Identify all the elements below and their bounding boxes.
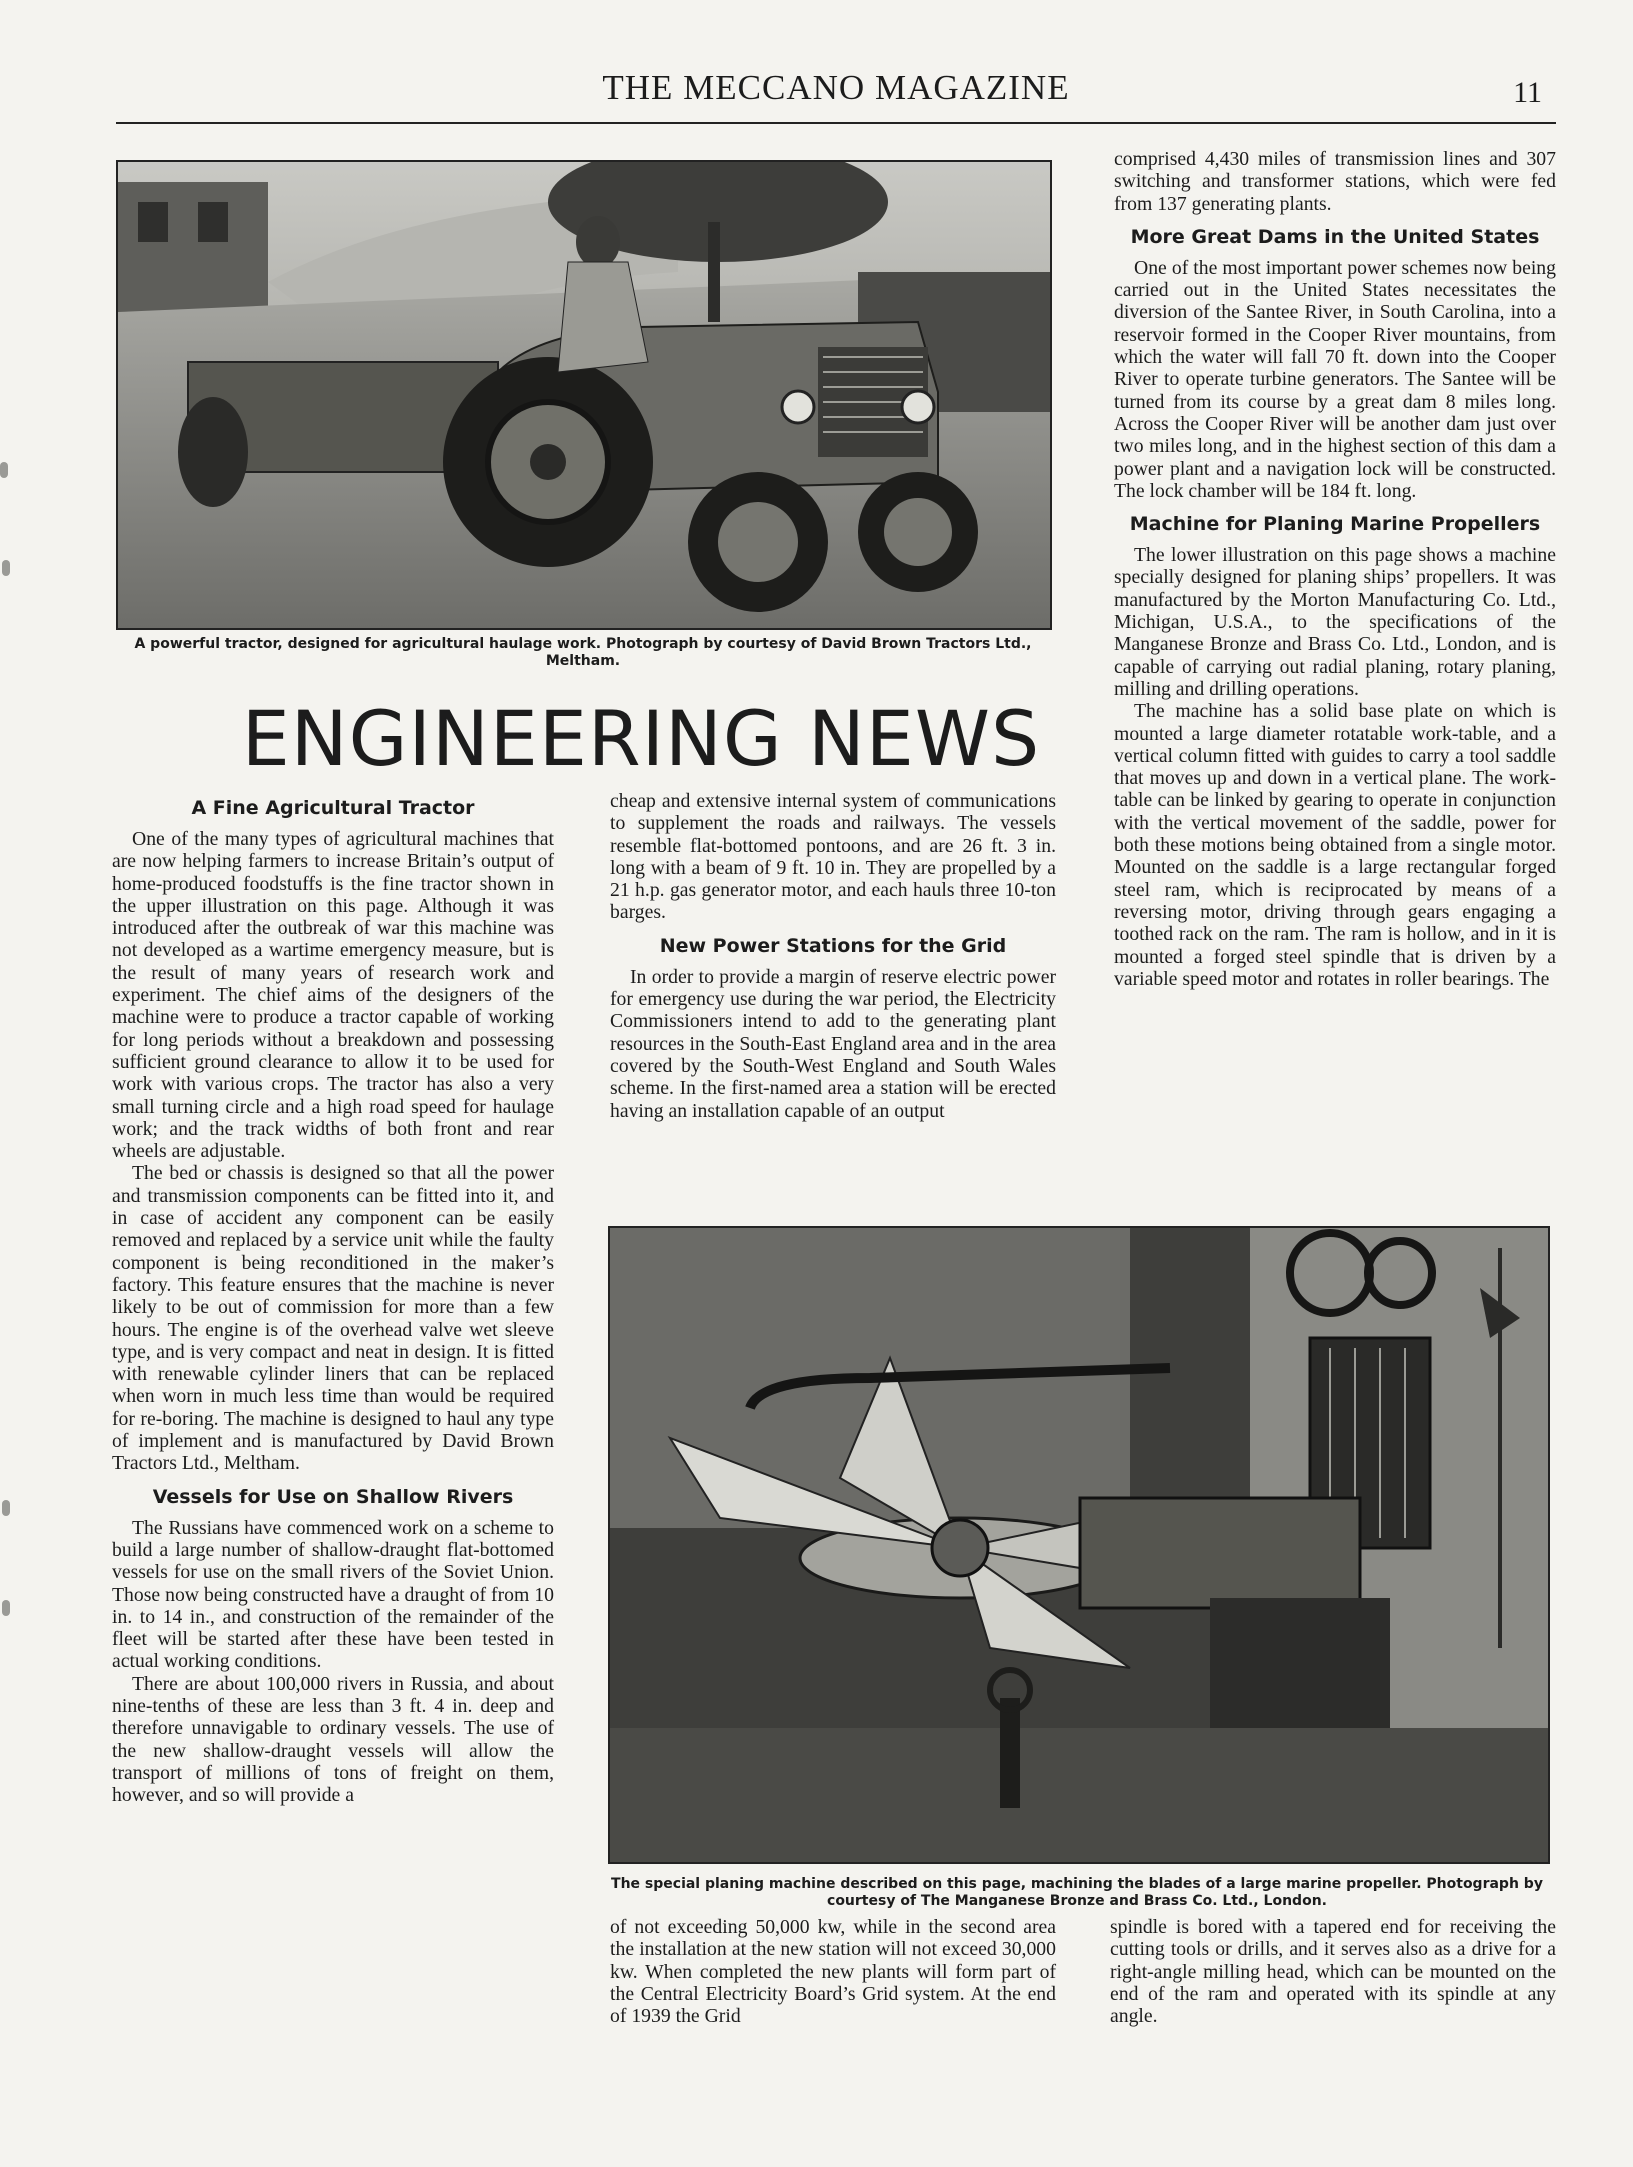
column-left: [112, 796, 554, 1806]
paragraph: The lower illustration on this page shows a machine specially designed for planing ships’ propellers. It was manufactured by the Morton Manufacturing Co. Ltd., Michigan, U.S.A., to the specifications of the Manganese Bronze and Brass Co. Ltd., London, and is capable of carrying out radial planing, rotary planing, milling and drilling operations.: [1114, 544, 1556, 700]
tractor-photo: [116, 160, 1052, 630]
paragraph: In order to provide a margin of reserve electric power for emergency use during the war period, the Electricity Commissioners intend to add to the generating plant resources in the South-East England area and in the area covered by the South-West England and South Wales scheme. In the first-named area a station will be erected having an installation capable of an output: [610, 965, 1056, 1122]
magazine-title: THE MECCANO MAGAZINE: [602, 68, 1070, 107]
planing-machine-photo-caption: The special planing machine described on this page, machining the blades of a large marine propeller. Photograph by courtesy of The Manganese Bronze and Brass Co. Ltd., London.: [611, 1876, 1543, 1909]
paragraph: The machine has a solid base plate on which is mounted a large diameter rotatable work-table, and a vertical column fitted with guides to carry a tool saddle that moves up and down in a vertical plane. The work-table can be linked by gearing to operate in conjunction with the vertical movement of the saddle, power for both these motions being obtained from a single motor. Mounted on the saddle is a large rectangular forged steel ram, which is reciprocated by means of a reversing motor, driving through gears engaging a toothed rack on the ram. The ram is hollow, and in it is mounted a forged steel spindle that is driven by a variable speed motor and rotates in roller bearings. The: [1114, 700, 1556, 990]
heading-agricultural-tractor: A Fine Agricultural Tractor: [191, 797, 475, 819]
paragraph: comprised 4,430 miles of transmission lines and 307 switching and transformer stations, which were fed from 137 generating plants.: [1114, 148, 1556, 215]
column-right: [1114, 148, 1556, 990]
paragraph: of not exceeding 50,000 kw, while in the second area the installation at the new station will not exceed 30,000 kw. When completed the new plants will form part of the Central Electricity Board’s Grid system. At the end of 1939 the Grid: [610, 1916, 1056, 2028]
running-head: [116, 68, 1556, 124]
heading-planing-propellers: Machine for Planing Marine Propellers: [1129, 513, 1541, 536]
paragraph: cheap and extensive internal system of communications to supplement the roads and railways. The vessels resemble flat-bottomed pontoons, and are 26 ft. 3 in. long with a beam of 9 ft. 10 in. They are propelled by a 21 h.p. gas generator motor, and each hauls three 10-ton barges.: [610, 790, 1056, 924]
paragraph: spindle is bored with a tapered end for receiving the cutting tools or drills, and it serves also as a drive for a right-angle milling head, which can be mounted on the end of the ram and operated with its spindle at any angle.: [1110, 1916, 1556, 2028]
planing-machine-illustration: [610, 1228, 1548, 1862]
paragraph: One of the most important power schemes now being carried out in the United States necessitates the diversion of the Santee River, in South Carolina, into a reservoir formed in the Cooper River mountains, from which the water will fall 70 ft. down into the Cooper River to operate turbine generators. The Santee will be turned from its course by a great dam 8 miles long. Across the Cooper River will be another dam just over two miles long, and in the highest section of this dam a power plant and a navigation lock will be constructed. The lock chamber will be 184 ft. long.: [1114, 256, 1556, 502]
heading-power-stations: New Power Stations for the Grid: [659, 934, 1007, 957]
page-number: 11: [1513, 76, 1542, 109]
heading-great-dams: More Great Dams in the United States: [1130, 225, 1540, 248]
planing-machine-photo: [608, 1226, 1550, 1864]
paragraph: The bed or chassis is designed so that all the power and transmission components can be fitted into it, and in case of accident any component can be easily removed and replaced by a service unit while the faulty component is being reconditioned in the maker’s factory. This feature ensures that the machine is never likely to be out of commission for more than a few hours. The engine is of the overhead valve wet sleeve type, and is very compact and neat in design. It is fitted with renewable cylinder liners that can be replaced when worn in much less time than would be required for re-boring. The machine is designed to haul any type of implement and is manufactured by David Brown Tractors Ltd., Meltham.: [112, 1162, 554, 1475]
margin-mark: [0, 462, 8, 478]
tractor-illustration: [118, 162, 1050, 628]
column-bottom-middle: [610, 1916, 1056, 2027]
margin-mark: [2, 1500, 10, 1516]
paragraph: The Russians have commenced work on a scheme to build a large number of shallow-draught flat-bottomed vessels for use on the small rivers of the Soviet Union. Those now being constructed have a draught of from 10 in. to 14 in., and construction of the remainder of the fleet will be started after these have been tested in actual working conditions.: [112, 1516, 554, 1673]
paragraph: There are about 100,000 rivers in Russia, and about nine-tenths of these are less than 3 ft. 4 in. deep and therefore unnavigable to ordinary vessels. The use of the new shallow-draught vessels will allow the transport of millions of tons of freight on them, however, and so will provide a: [112, 1672, 554, 1807]
paragraph: One of the many types of agricultural machines that are now helping farmers to increase Britain’s output of home-produced foodstuffs is the fine tractor shown in the upper illustration on this page. Although it was introduced after the outbreak of war this machine was not developed as a wartime emergency measure, but is the result of many years of research work and experiment. The chief aims of the designers of the machine were to produce a tractor capable of working for long periods without a breakdown and possessing sufficient ground clearance to allow it to be used for work with various crops. The tractor has also a very small turning circle and a high road speed for haulage work; and the track widths of both front and rear wheels are adjustable.: [112, 828, 554, 1163]
tractor-photo-caption: A powerful tractor, designed for agricultural haulage work. Photograph by courtesy of David Brown Tractors Ltd., Meltham.: [134, 636, 1032, 669]
headline: ENGINEERING NEWS: [241, 694, 1041, 783]
column-bottom-right: [1110, 1916, 1556, 2027]
heading-shallow-rivers: Vessels for Use on Shallow Rivers: [152, 1485, 514, 1508]
margin-mark: [2, 1600, 10, 1616]
margin-mark: [2, 560, 10, 576]
column-middle: [610, 790, 1056, 1122]
